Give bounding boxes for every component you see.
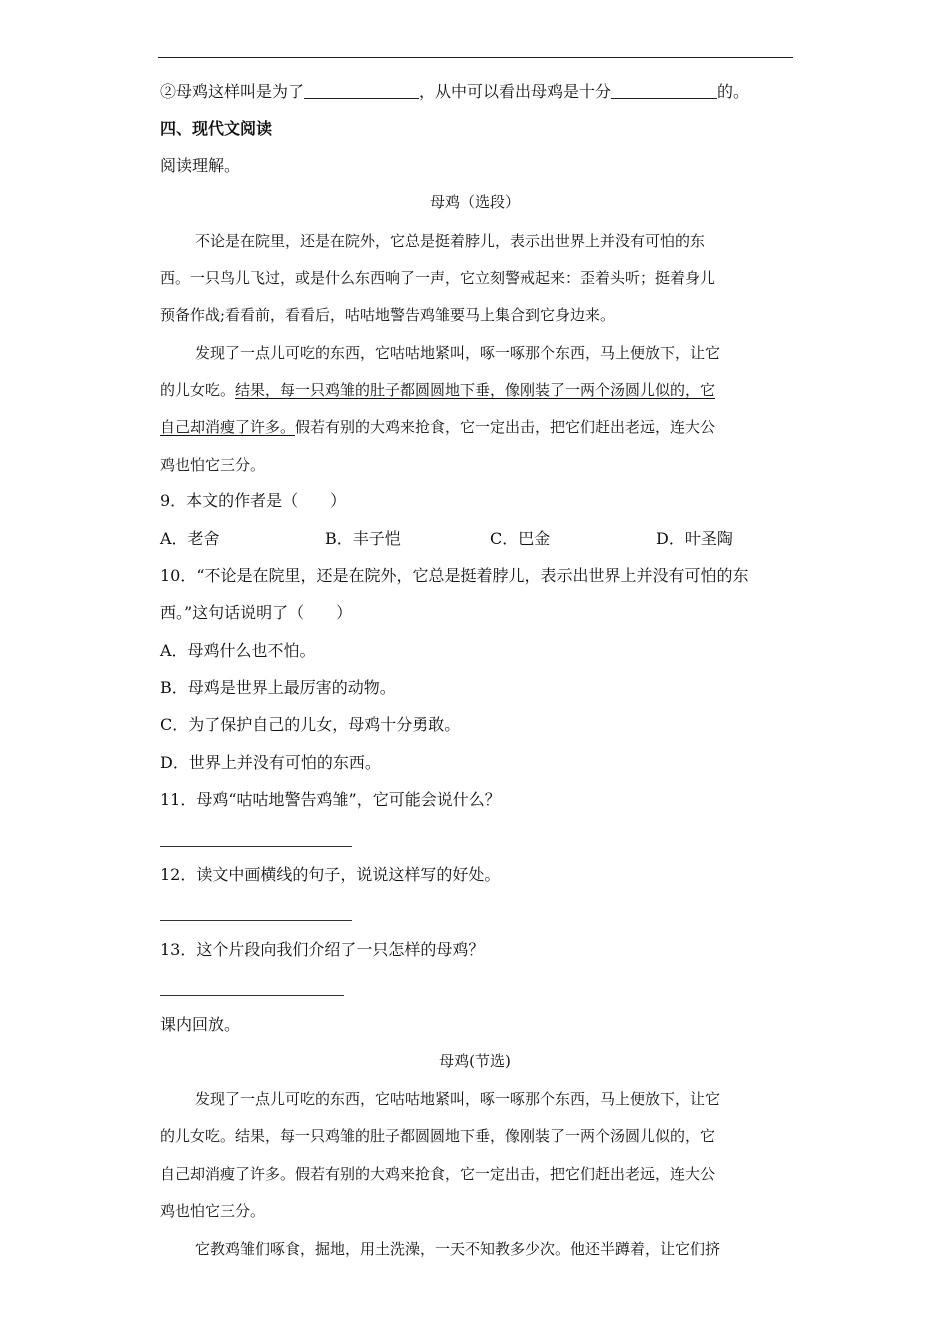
section-instruction: 阅读理解。: [160, 156, 241, 175]
passage-line: 西。一只鸟儿飞过，或是什么东西响了一声，它立刻警戒起来：歪着头听；挺着身儿: [160, 269, 716, 287]
passage-line: 自己却消瘦了许多。假若有别的大鸡来抢食，它一定出击，把它们赶出老远，连大公: [160, 418, 716, 436]
question-10-option-d[interactable]: D．世界上并没有可怕的东西。: [160, 753, 381, 772]
passage-line: 的儿女吃。结果，每一只鸡雏的肚子都圆圆地下垂，像刚装了一两个汤圆儿似的，它: [160, 1127, 716, 1145]
passage-title: 母鸡(节选): [439, 1052, 511, 1070]
question-12-answer-line[interactable]: [160, 920, 352, 921]
question-10-option-b[interactable]: B．母鸡是世界上最厉害的动物。: [160, 678, 396, 697]
passage-line: 发现了一点儿可吃的东西，它咕咕地紧叫，啄一啄那个东西，马上便放下，让它: [195, 1090, 721, 1108]
passage-line: 鸡也怕它三分。: [160, 1202, 266, 1220]
answer-blank-1[interactable]: [304, 82, 419, 99]
answer-blank-2[interactable]: [611, 82, 717, 99]
passage-line: 不论是在院里，还是在院外，它总是挺着脖儿，表示出世界上并没有可怕的东: [195, 232, 706, 250]
question-13-stem: 13．这个片段向我们介绍了一只怎样的母鸡？: [160, 940, 485, 959]
passage-line: 发现了一点儿可吃的东西，它咕咕地紧叫，啄一啄那个东西，马上便放下，让它: [195, 344, 721, 362]
underlined-sentence: 自己却消瘦了许多。: [160, 418, 296, 436]
question-12-stem: 12．读文中画横线的句子，说说这样写的好处。: [160, 865, 501, 884]
section-instruction: 课内回放。: [160, 1015, 241, 1034]
question-9-option-b[interactable]: B．丰子恺: [325, 529, 401, 548]
passage-line: 鸡也怕它三分。: [160, 456, 266, 474]
section-heading: 四、现代文阅读: [160, 119, 273, 138]
question-11-answer-line[interactable]: [160, 846, 352, 847]
question-9-option-c[interactable]: C．巴金: [490, 529, 551, 548]
question-11-stem: 11．母鸡“咕咕地警告鸡雏”，它可能会说什么？: [160, 790, 501, 809]
question-fill-blank: ②母鸡这样叫是为了 ，从中可以看出母鸡是十分 的。: [160, 82, 750, 101]
passage-line: 的儿女吃。结果，每一只鸡雏的肚子都圆圆地下垂，像刚装了一两个汤圆儿似的，它: [160, 381, 716, 399]
passage-title: 母鸡（选段）: [429, 193, 520, 211]
question-9-stem: 9．本文的作者是（ ）: [160, 491, 347, 510]
passage-line: 预备作战;看看前，看看后，咕咕地警告鸡雏要马上集合到它身边来。: [160, 306, 616, 324]
header-rule: [158, 57, 793, 58]
question-10-stem: 10．“不论是在院里，还是在院外，它总是挺着脖儿，表示出世界上并没有可怕的东: [160, 566, 749, 585]
underlined-sentence: 结果，每一只鸡雏的肚子都圆圆地下垂，像刚装了一两个汤圆儿似的，它: [235, 381, 716, 399]
question-10-option-a[interactable]: A．母鸡什么也不怕。: [160, 641, 316, 660]
question-9-option-d[interactable]: D．叶圣陶: [656, 529, 733, 548]
passage-line: 它教鸡雏们啄食，掘地，用土洗澡，一天不知教多少次。他还半蹲着，让它们挤: [195, 1240, 721, 1258]
question-10-stem: 西。”这句话说明了（ ）: [160, 603, 353, 622]
question-13-answer-line[interactable]: [160, 995, 344, 996]
question-10-option-c[interactable]: C．为了保护自己的儿女，母鸡十分勇敢。: [160, 715, 461, 734]
question-9-option-a[interactable]: A．老舍: [160, 529, 220, 548]
passage-line: 自己却消瘦了许多。假若有别的大鸡来抢食，它一定出击，把它们赶出老远，连大公: [160, 1165, 716, 1183]
